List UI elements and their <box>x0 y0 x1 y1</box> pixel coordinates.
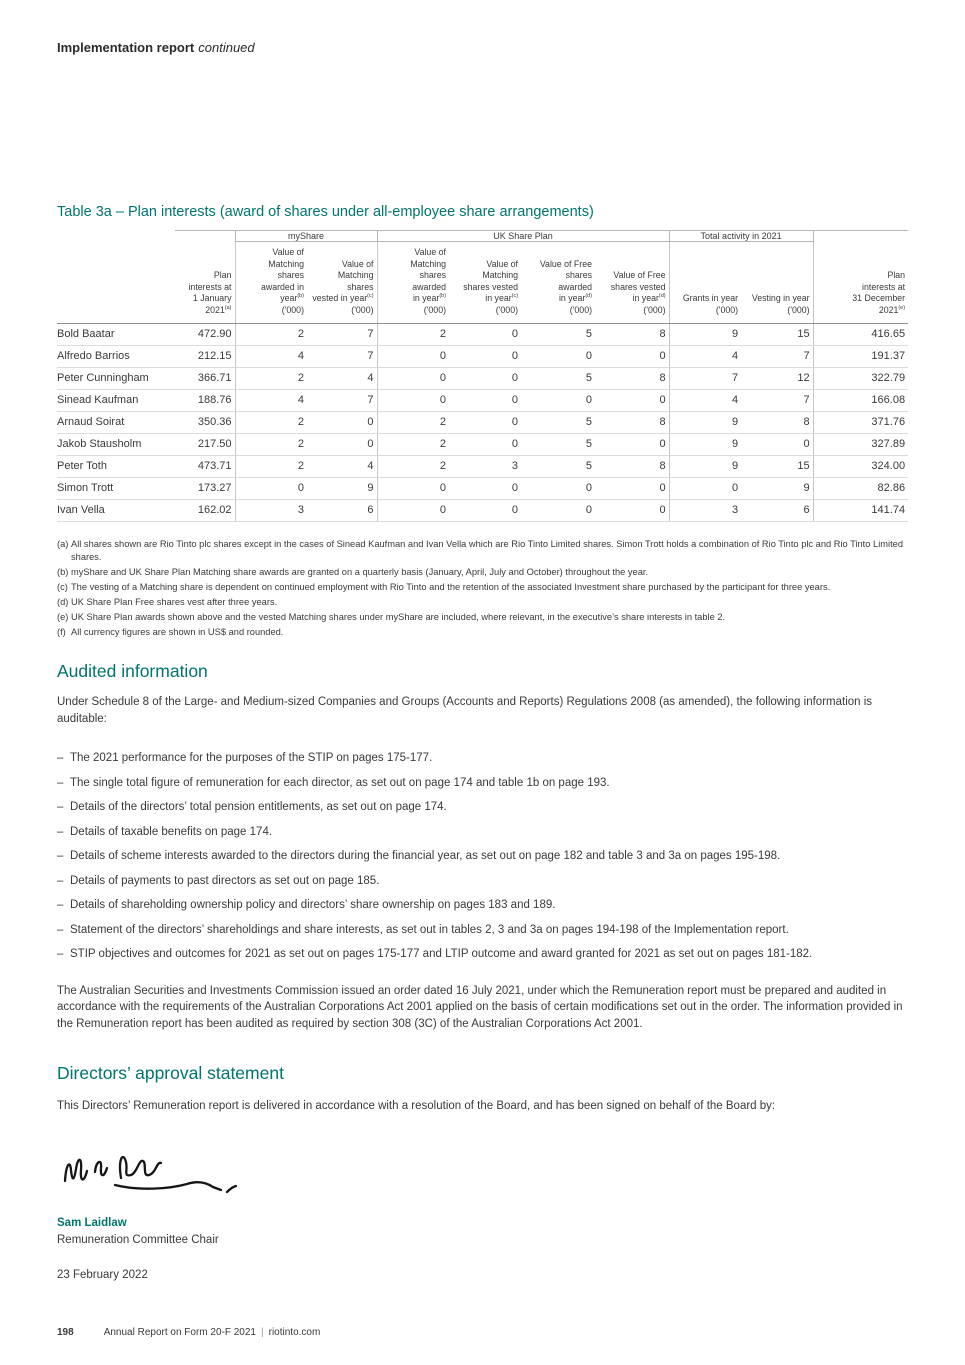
cell-value: 7 <box>741 345 813 367</box>
page-number: 198 <box>57 1327 74 1338</box>
table-header-row <box>57 242 908 324</box>
audited-information-heading: Audited information <box>57 661 208 682</box>
cell-value: 0 <box>521 499 595 521</box>
footnote-text: The vesting of a Matching share is dependent on continued employment with Rio Tinto and the retention of the associated Investment share purchased by the participant for three years. <box>71 582 831 593</box>
cell-value: 7 <box>307 323 377 345</box>
table-row <box>57 345 908 367</box>
cell-value: 366.71 <box>175 367 235 389</box>
cell-value: 4 <box>235 389 307 411</box>
cell-value: 5 <box>521 433 595 455</box>
bullet-item <box>57 825 908 841</box>
column-header: Value of Matching shares vested in year$^{(c)}$ ('000) <box>307 242 377 324</box>
column-header: Value of Free shares awarded in year$^{(d)}$ ('000) <box>521 242 595 324</box>
cell-value: 3 <box>669 499 741 521</box>
cell-value: 4 <box>235 345 307 367</box>
cell-value: 188.76 <box>175 389 235 411</box>
footnote-text: UK Share Plan awards shown above and the vested Matching shares under myShare are included, where relevant, in the executive’s share interests in table 2. <box>71 612 726 622</box>
footnote <box>57 581 908 594</box>
table-group-row <box>57 231 908 242</box>
column-header: Value of Matching shares awarded in year$^{(b)}$ ('000) <box>377 242 449 324</box>
cell-value: 5 <box>521 367 595 389</box>
column-header: Value of Matching shares vested in year$^{(c)}$ ('000) <box>449 242 521 324</box>
cell-value: 2 <box>235 323 307 345</box>
audited-closing-paragraph: The Australian Securities and Investments Commission issued an order dated 16 July 2021, under which the Remuneration report must be prepared and audited in accordance with the requirements of the Australian Corporations Act 2001 applied on the basis of certain modifications set out in the order. The information provided in the Remuneration report has been audited as required by section 308 (3C) of the Australian Corporations Act 2001. <box>57 984 903 1031</box>
footnote-marker: (b) <box>57 567 69 578</box>
cell-value: 7 <box>307 389 377 411</box>
column-group-label: UK Share Plan <box>377 231 669 242</box>
footnote <box>57 566 908 579</box>
cell-value: 416.65 <box>813 323 908 345</box>
cell-value: 0 <box>449 389 521 411</box>
cell-value: 173.27 <box>175 477 235 499</box>
cell-value: 9 <box>741 477 813 499</box>
cell-value: 3 <box>449 455 521 477</box>
table-row <box>57 477 908 499</box>
cell-value: 4 <box>307 455 377 477</box>
cell-value: 5 <box>521 455 595 477</box>
cell-value: 2 <box>235 367 307 389</box>
group-spacer <box>175 231 235 242</box>
row-name: Sinead Kaufman <box>57 389 175 411</box>
bullet-item <box>57 947 908 963</box>
cell-value: 350.36 <box>175 411 235 433</box>
cell-value: 8 <box>741 411 813 433</box>
cell-value: 2 <box>235 411 307 433</box>
cell-value: 0 <box>741 433 813 455</box>
footnote <box>57 626 908 639</box>
cell-value: 9 <box>669 323 741 345</box>
cell-value: 162.02 <box>175 499 235 521</box>
footnote-marker: (f) <box>57 626 66 637</box>
footer-report-name: Annual Report on Form 20-F 2021 <box>103 1327 256 1338</box>
cell-value: 0 <box>449 477 521 499</box>
column-header: Plan interests at 31 December 2021$^{(e)}$ <box>813 242 908 324</box>
table-row <box>57 367 908 389</box>
cell-value: 0 <box>449 411 521 433</box>
row-name: Bold Baatar <box>57 323 175 345</box>
row-name: Alfredo Barrios <box>57 345 175 367</box>
footnote-marker: (e) <box>57 612 69 622</box>
cell-value: 8 <box>595 323 669 345</box>
cell-value: 7 <box>741 389 813 411</box>
cell-value: 212.15 <box>175 345 235 367</box>
cell-value: 191.37 <box>813 345 908 367</box>
cell-value: 0 <box>449 433 521 455</box>
cell-value: 4 <box>669 345 741 367</box>
cell-value: 0 <box>377 389 449 411</box>
cell-value: 0 <box>377 367 449 389</box>
cell-value: 141.74 <box>813 499 908 521</box>
cell-value: 0 <box>595 345 669 367</box>
bullet-dash: – <box>57 776 64 789</box>
table-row <box>57 323 908 345</box>
bullet-dash: – <box>57 850 64 863</box>
cell-value: 166.08 <box>813 389 908 411</box>
table-row <box>57 433 908 455</box>
bullet-dash: – <box>57 874 64 887</box>
group-spacer <box>813 231 908 242</box>
cell-value: 12 <box>741 367 813 389</box>
footnote-text: UK Share Plan Free shares vest after three years. <box>71 597 278 608</box>
cell-value: 2 <box>377 411 449 433</box>
table-title: Table 3a – Plan interests (award of shares under all-employee share arrangements) <box>57 204 594 220</box>
signatory-title: Remuneration Committee Chair <box>57 1233 219 1246</box>
signatory-name: Sam Laidlaw <box>57 1216 127 1229</box>
cell-value: 2 <box>377 455 449 477</box>
cell-value: 7 <box>307 345 377 367</box>
footnote-marker: (d) <box>57 597 69 608</box>
audited-intro: Under Schedule 8 of the Large- and Medium-sized Companies and Groups (Accounts and Reports) Regulations 2008 (as amended), the following information is auditable: <box>57 696 873 726</box>
cell-value: 0 <box>521 345 595 367</box>
report-title: Implementation report <box>57 40 195 55</box>
bullet-item <box>57 898 908 914</box>
footer-website: riotinto.com <box>268 1327 321 1338</box>
footnote-marker: (c) <box>57 582 68 593</box>
cell-value: 0 <box>669 477 741 499</box>
cell-value: 472.90 <box>175 323 235 345</box>
cell-value: 9 <box>669 455 741 477</box>
cell-value: 7 <box>669 367 741 389</box>
cell-value: 0 <box>449 323 521 345</box>
footer-separator: | <box>261 1327 264 1338</box>
footnote-text: myShare and UK Share Plan Matching share awards are granted on a quarterly basis (January, April, July and October) throughout the year. <box>71 567 649 578</box>
column-header: Value of Matching shares awarded in year$^{(b)}$ ('000) <box>235 242 307 324</box>
column-header-name <box>57 242 175 324</box>
column-header: Grants in year ('000) <box>669 242 741 324</box>
cell-value: 2 <box>235 455 307 477</box>
column-header: Vesting in year ('000) <box>741 242 813 324</box>
bullet-text: Details of payments to past directors as set out on page 185. <box>70 874 380 887</box>
cell-value: 8 <box>595 455 669 477</box>
footnote-text: All shares shown are Rio Tinto plc shares except in the cases of Sinead Kaufman and Ivan Vella which are Rio Tinto Limited shares. Simon Trott holds a combination of Rio Tinto plc and Rio Tinto Limited shares. <box>71 538 903 563</box>
cell-value: 0 <box>235 477 307 499</box>
cell-value: 4 <box>669 389 741 411</box>
bullet-text: Details of the directors’ total pension entitlements, as set out on page 174. <box>70 801 447 814</box>
bullet-dash: – <box>57 752 64 764</box>
cell-value: 3 <box>235 499 307 521</box>
bullet-item <box>57 751 908 767</box>
column-header: Plan interests at 1 January 2021$^{(a)}$ <box>175 242 235 324</box>
cell-value: 0 <box>521 389 595 411</box>
report-title-continued: continued <box>198 40 255 55</box>
table-row <box>57 411 908 433</box>
row-name: Simon Trott <box>57 477 175 499</box>
footnote-marker: (a) <box>57 538 69 549</box>
cell-value: 322.79 <box>813 367 908 389</box>
bullet-item <box>57 849 908 865</box>
plan-table-body <box>57 323 908 521</box>
row-name: Jakob Stausholm <box>57 433 175 455</box>
running-header <box>57 40 908 55</box>
cell-value: 0 <box>595 499 669 521</box>
cell-value: 217.50 <box>175 433 235 455</box>
plan-interests-table <box>57 230 908 522</box>
bullet-item <box>57 874 908 890</box>
bullet-dash: – <box>57 801 64 814</box>
cell-value: 2 <box>235 433 307 455</box>
cell-value: 0 <box>449 345 521 367</box>
page-footer <box>57 1327 320 1338</box>
footnote <box>57 611 908 624</box>
table-row <box>57 499 908 521</box>
bullet-dash: – <box>57 923 64 936</box>
cell-value: 9 <box>669 411 741 433</box>
footnote <box>57 596 908 609</box>
cell-value: 8 <box>595 367 669 389</box>
signature-image <box>57 1141 908 1199</box>
bullet-text: The 2021 performance for the purposes of the STIP on pages 175-177. <box>70 752 433 764</box>
directors-approval-heading: Directors’ approval statement <box>57 1062 284 1083</box>
bullet-text: Details of shareholding ownership policy and directors’ share ownership on pages 183 and 189. <box>70 899 556 912</box>
audited-bullet-list <box>57 751 908 963</box>
cell-value: 82.86 <box>813 477 908 499</box>
cell-value: 5 <box>521 323 595 345</box>
cell-value: 0 <box>521 477 595 499</box>
row-name: Ivan Vella <box>57 499 175 521</box>
table-footnotes <box>57 538 908 640</box>
cell-value: 8 <box>595 411 669 433</box>
cell-value: 0 <box>595 433 669 455</box>
group-spacer <box>57 231 175 242</box>
cell-value: 324.00 <box>813 455 908 477</box>
bullet-item <box>57 776 908 792</box>
table-row <box>57 455 908 477</box>
cell-value: 327.89 <box>813 433 908 455</box>
cell-value: 15 <box>741 455 813 477</box>
cell-value: 0 <box>377 477 449 499</box>
footnote-text: All currency figures are shown in US$ and rounded. <box>71 626 284 637</box>
cell-value: 0 <box>307 411 377 433</box>
row-name: Arnaud Soirat <box>57 411 175 433</box>
cell-value: 9 <box>669 433 741 455</box>
cell-value: 371.76 <box>813 411 908 433</box>
cell-value: 0 <box>377 499 449 521</box>
row-name: Peter Cunningham <box>57 367 175 389</box>
cell-value: 0 <box>449 499 521 521</box>
column-group-label: Total activity in 2021 <box>669 231 813 242</box>
bullet-dash: – <box>57 899 64 912</box>
bullet-item <box>57 800 908 816</box>
bullet-text: Details of taxable benefits on page 174. <box>70 825 273 838</box>
cell-value: 0 <box>595 477 669 499</box>
cell-value: 4 <box>307 367 377 389</box>
cell-value: 5 <box>521 411 595 433</box>
cell-value: 15 <box>741 323 813 345</box>
bullet-dash: – <box>57 825 64 838</box>
cell-value: 473.71 <box>175 455 235 477</box>
bullet-dash: – <box>57 948 64 961</box>
cell-value: 6 <box>741 499 813 521</box>
footnote <box>57 538 908 565</box>
bullet-text: Details of scheme interests awarded to the directors during the financial year, as set out on page 182 and table 3 and 3a on pages 195-198. <box>70 850 781 863</box>
cell-value: 0 <box>377 345 449 367</box>
signature-date: 23 February 2022 <box>57 1268 148 1281</box>
cell-value: 9 <box>307 477 377 499</box>
bullet-text: The single total figure of remuneration for each director, as set out on page 174 and table 1b on page 193. <box>70 776 610 789</box>
approval-statement: This Directors’ Remuneration report is delivered in accordance with a resolution of the Board, and has been signed on behalf of the Board by: <box>57 1099 776 1112</box>
cell-value: 0 <box>595 389 669 411</box>
row-name: Peter Toth <box>57 455 175 477</box>
bullet-text: STIP objectives and outcomes for 2021 as set out on pages 175-177 and LTIP outcome and award granted for 2021 as set out on pages 181-182. <box>70 948 813 961</box>
cell-value: 2 <box>377 433 449 455</box>
cell-value: 2 <box>377 323 449 345</box>
column-header: Value of Free shares vested in year$^{(d)}$ ('000) <box>595 242 669 324</box>
table-row <box>57 389 908 411</box>
bullet-item <box>57 923 908 939</box>
bullet-text: Statement of the directors’ shareholdings and share interests, as set out in tables 2, 3 and 3a on pages 194-198 of the Implementation report. <box>70 923 789 936</box>
cell-value: 0 <box>307 433 377 455</box>
column-group-label: myShare <box>235 231 377 242</box>
cell-value: 6 <box>307 499 377 521</box>
cell-value: 0 <box>449 367 521 389</box>
